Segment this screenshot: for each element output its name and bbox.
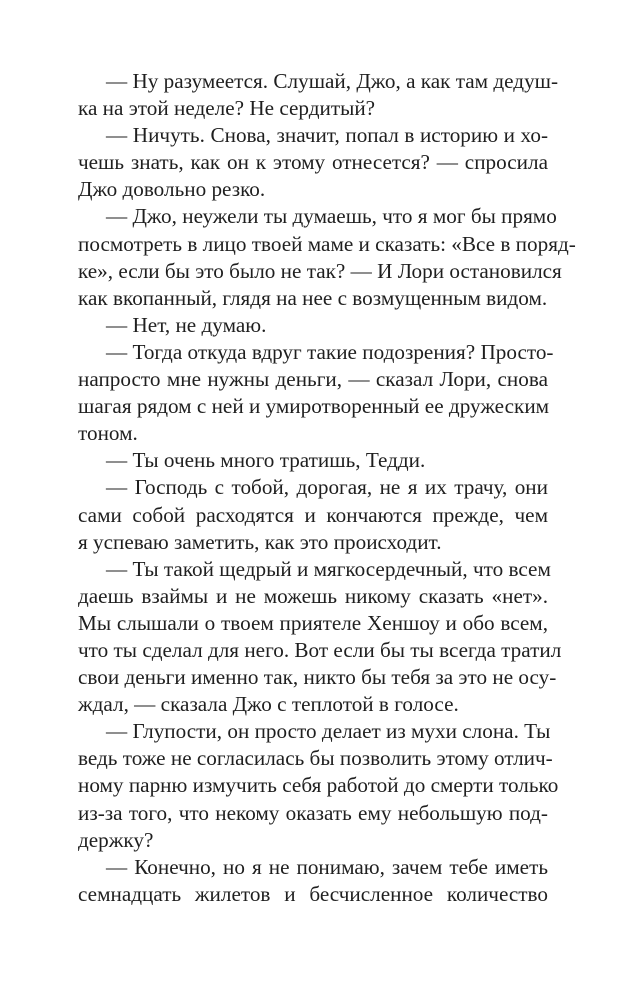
text-line: ждал, — сказала Джо с теплотой в голосе. xyxy=(78,692,459,717)
paragraph-first-line: — Конечно, но я не понимаю, зачем тебе иметь xyxy=(106,854,548,879)
paragraph-first-line: — Джо, неужели ты думаешь, что я мог бы прямо xyxy=(106,204,557,229)
paragraph-first-line: — Ну разумеется. Слушай, Джо, а как там дедуш- xyxy=(106,69,559,93)
text-line: из-за того, что некому оказать ему небольшую под- xyxy=(78,800,548,825)
text-line: чешь знать, как он к этому отнесется? — спросила xyxy=(78,150,548,175)
paragraph-first-line: — Ты очень много тратишь, Тедди. xyxy=(106,448,426,473)
text-line: я успеваю заметить, как это происходит. xyxy=(78,529,442,554)
text-line: ка на этой неделе? Не сердитый? xyxy=(78,96,376,121)
text-line: семнадцать жилетов и бесчисленное количество xyxy=(78,881,548,906)
text-line: напросто мне нужны деньги, — сказал Лори, снова xyxy=(78,367,548,392)
paragraph-first-line: — Ничуть. Снова, значит, попал в историю и хо- xyxy=(106,123,548,148)
text-line: держку? xyxy=(78,827,154,852)
text-line: сами собой расходятся и кончаются прежде, чем xyxy=(78,502,548,527)
text-line: даешь взаймы и не можешь никому сказать «нет». xyxy=(78,583,548,608)
paragraph-first-line: — Тогда откуда вдруг такие подозрения? Просто- xyxy=(106,339,554,364)
text-line: ведь тоже не согласилась бы позволить этому отлич- xyxy=(78,746,553,771)
text-line: шагая рядом с ней и умиротворенный ее дружеским xyxy=(78,394,550,419)
text-line: как вкопанный, глядя на нее с возмущенным видом. xyxy=(78,285,548,310)
text-line: ке», если бы это было не так? — И Лори остановился xyxy=(78,258,562,283)
paragraph-first-line: — Господь с тобой, дорогая, не я их трачу, они xyxy=(106,475,548,500)
paragraph-first-line: — Ты такой щедрый и мягкосердечный, что всем xyxy=(106,556,551,581)
page-body-text xyxy=(78,68,576,908)
paragraph-first-line: — Глупости, он просто делает из мухи слона. Ты xyxy=(106,719,551,744)
text-line: Джо довольно резко. xyxy=(78,177,266,202)
text-line: посмотреть в лицо твоей маме и сказать: «Все в поряд- xyxy=(78,231,576,256)
text-line: Мы слышали о твоем приятеле Хеншоу и обо всем, xyxy=(78,610,548,635)
paragraph-first-line: — Нет, не думаю. xyxy=(106,312,267,337)
text-line: свои деньги именно так, никто бы тебя за это не осу- xyxy=(78,665,557,690)
text-line: ному парню измучить себя работой до смерти только xyxy=(78,773,559,798)
text-line: тоном. xyxy=(78,421,138,446)
text-line: что ты сделал для него. Вот если бы ты всегда тратил xyxy=(78,637,562,662)
